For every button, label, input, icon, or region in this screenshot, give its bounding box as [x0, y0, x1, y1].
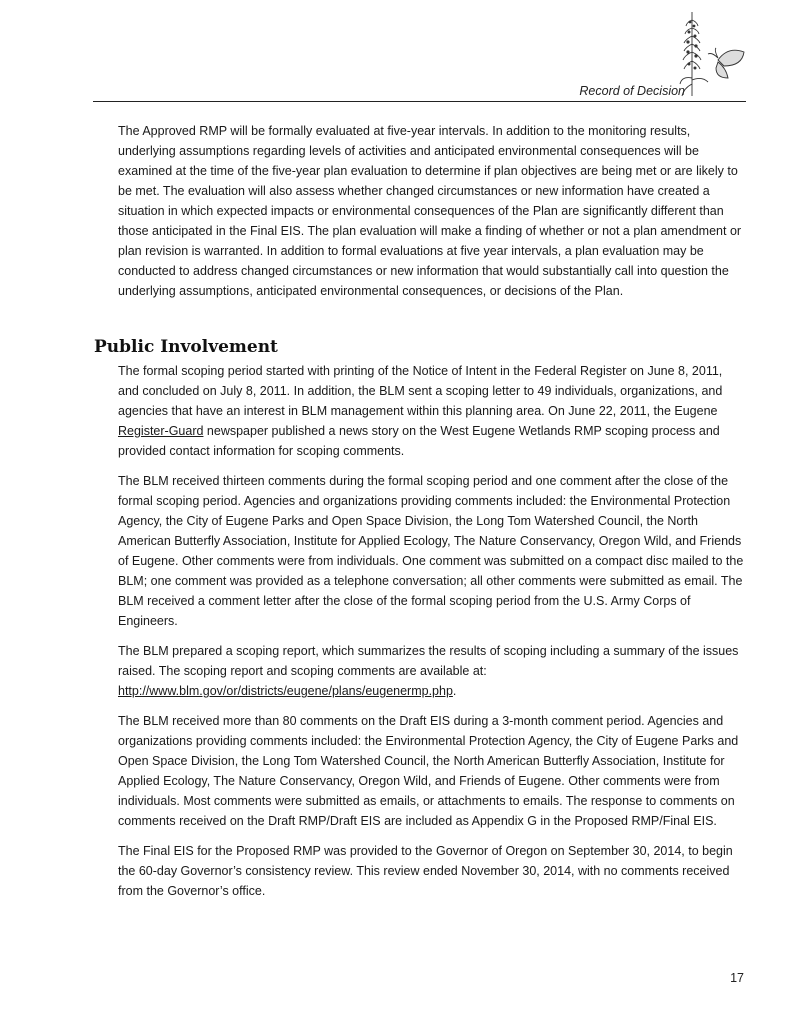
paragraph-governor-review: The Final EIS for the Proposed RMP was provided to the Governor of Oregon on September 30, 2014, to begin the 60-day Governor’s consistency review. This review ended November 30, 2014, with no comments received from the Governor’s office. — [118, 844, 733, 898]
paragraph-text: The BLM prepared a scoping report, which summarizes the results of scoping including a summary of the issues raised. The scoping report and scoping comments are available at: — [118, 644, 739, 678]
paragraph-draft-eis-comments: The BLM received more than 80 comments on the Draft EIS during a 3-month comment period. Agencies and organizations providing comments included: the Environmental Protection Agency, the City of Eugene Parks and Open Space Division, the Long Tom Watershed Council, the North American Butterfly Association, Institute for Applied Ecology, The Nature Conservancy, Oregon Wild, and Friends of Eugene. Other comments were from individuals. Most comments were submitted as emails, or attachments to emails. The response to comments on comments received on the Draft RMP/Draft EIS are included as Appendix G in the Proposed RMP/Final EIS. — [118, 714, 739, 828]
paragraph-scoping-period — [118, 361, 746, 461]
newspaper-title: Register-Guard — [118, 424, 204, 438]
flower-butterfly-illustration — [678, 8, 748, 104]
public-involvement-section — [118, 361, 746, 911]
paragraph-scoping-report — [118, 641, 746, 701]
header-divider — [93, 101, 746, 102]
paragraph-text: newspaper published a news story on the West Eugene Wetlands RMP scoping process and provided contact information for scoping comments. — [118, 424, 720, 458]
page-number: 17 — [730, 971, 744, 985]
running-header-title: Record of Decision — [579, 84, 685, 98]
intro-paragraph: The Approved RMP will be formally evaluated at five-year intervals. In addition to the monitoring results, underlying assumptions regarding levels of activities and anticipated environmental consequences will be examined at the time of the five-year plan evaluation to determine if plan objectives are being met or are likely to be met. The evaluation will also assess whether changed circumstances or new information have created a situation in which expected impacts or environmental consequences of the Plan are significantly different than those anticipated in the Final EIS. The plan evaluation will make a finding of whether or not a plan amendment or plan revision is warranted. In addition to formal evaluations at five year intervals, a plan evaluation may be conducted to address changed circumstances or new information that would substantially call into question the underlying assumptions, anticipated environmental consequences, or decisions of the Plan. — [118, 124, 742, 298]
paragraph-scoping-comments: The BLM received thirteen comments during the formal scoping period and one comment after the close of the formal scoping period. Agencies and organizations providing comments included: the Environmental Protection Agency, the City of Eugene Parks and Open Space Division, the Long Tom Watershed Council, the North American Butterfly Association, Institute for Applied Ecology, The Nature Conservancy, Oregon Wild, and Friends of Eugene. Other comments were from individuals. One comment was submitted on a compact disc mailed to the BLM; one comment was provided as a telephone conversation; all other comments were submitted as email. The BLM received a comment letter after the close of the formal scoping period from the U.S. Army Corps of Engineers. — [118, 474, 744, 628]
intro-section — [118, 121, 744, 312]
paragraph-end: . — [452, 684, 457, 698]
scoping-report-link[interactable]: http://www.blm.gov/or/districts/eugene/plans/eugenermp.php — [118, 684, 453, 698]
section-heading-public-involvement: Public Involvement — [94, 337, 278, 357]
paragraph-text: The formal scoping period started with printing of the Notice of Intent in the Federal Register on June 8, 2011, and concluded on July 8, 2011. In addition, the BLM sent a scoping letter to 49 individuals, organizations, and agencies that have an interest in BLM management within this planning area. On June 22, 2011, the Eugene — [118, 364, 723, 418]
